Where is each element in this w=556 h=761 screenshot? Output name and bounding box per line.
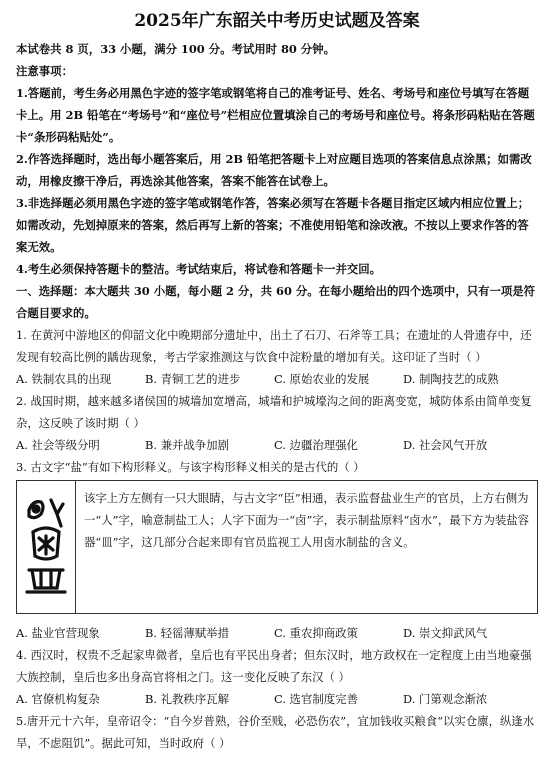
option-c: C. 重农抑商政策 [274, 626, 358, 640]
option-c: C. 选官制度完善 [274, 692, 358, 706]
option-d: D. 制陶技艺的成熟 [403, 372, 499, 386]
ancient-glyph-image [17, 481, 76, 613]
option-c: C. 原始农业的发展 [274, 372, 370, 386]
ancient-salt-glyph-icon [23, 492, 69, 602]
option-d: D. 崇文抑武风气 [403, 626, 488, 640]
option-b: B. 礼教秩序瓦解 [145, 692, 229, 706]
option-a: A. 社会等级分明 [16, 438, 100, 452]
option-a: A. 官僚机构复杂 [16, 692, 100, 706]
notice-item: 2.作答选择题时，选出每小题答案后，用 2B 铅笔把答题卡上对应题目选项的答案信息点涂黑；如需改动，用橡皮擦干净后，再选涂其他答案，答案不能答在试卷上。 [16, 152, 532, 188]
question-stem: 2. 战国时期，越来越多诸侯国的城墙加宽增高，城墙和护城壕沟之间的距离变宽，城防体系由简单变复杂，这反映了该时期（ ） [16, 394, 532, 430]
question-stem: 5.唐开元十六年，皇帝诏令：“自今岁普熟，谷价至贱，必恐伤农”，宜加钱收买粮食“以实仓廪，纵逢水旱，不虑阻饥”。据此可知，当时政府（ ） [16, 714, 535, 750]
question-stem: 4. 西汉时，权贵不乏起家卑微者，皇后也有平民出身者；但东汉时，地方政权在一定程度上由当地豪强大族控制，皇后也多出身高官将相之门。这一变化反映了东汉（ ） [16, 648, 532, 684]
question-options [16, 434, 538, 456]
question-stem: 3. 古文字“盐”有如下构形释义。与该字构形释义相关的是古代的（ ） [16, 460, 365, 474]
page-title: 2025年广东韶关中考历史试题及答案 [134, 11, 420, 31]
notice-heading: 注意事项： [16, 64, 73, 78]
question-options [16, 688, 538, 710]
question-stem: 1. 在黄河中游地区的仰韶文化中晚期部分遗址中，出土了石刀、石斧等工具；在遗址的人骨遗存中，还发现有较高比例的龋齿现象，考古学家推测这与饮食中淀粉量的增加有关。这印证了当时（ ） [16, 328, 532, 364]
option-b: B. 青铜工艺的进步 [145, 372, 241, 386]
option-d: D. 社会风气开放 [403, 438, 488, 452]
option-c: C. 边疆治理强化 [274, 438, 358, 452]
option-b: B. 轻徭薄赋举措 [145, 626, 229, 640]
option-d: D. 门第观念渐浓 [403, 692, 488, 706]
glyph-explanation-box [16, 480, 538, 614]
option-a: A. 盐业官营现象 [16, 626, 100, 640]
exam-intro: 本试卷共 8 页，33 小题，满分 100 分。考试用时 80 分钟。 [16, 42, 335, 56]
notice-item: 1.答题前，考生务必用黑色字迹的签字笔或钢笔将自己的准考证号、姓名、考场号和座位号填写在答题卡上。用 2B 铅笔在“考场号”和“座位号”栏相应位置填涂自己的考场号和座位号。将条形码粘贴在答题卡“条形码粘贴处”。 [16, 86, 535, 144]
notice-item: 3.非选择题必须用黑色字迹的签字笔或钢笔作答，答案必须写在答题卡各题目指定区域内相应位置上；如需改动，先划掉原来的答案，然后再写上新的答案；不准使用铅笔和涂改液。不按以上要求作答的答案无效。 [16, 196, 530, 254]
question-options [16, 622, 538, 644]
glyph-explanation-text: 该字上方左侧有一只大眼睛，与古文字“臣”相通，表示监督盐业生产的官员，上方右侧为一“人”字，喻意制盐工人；人字下面为一“卤”字，表示制盐原料“卤水”，最下方为装盐容器“皿”字，这几部分合起来即有官员监视工人用卤水制盐的含义。 [84, 491, 530, 549]
option-a: A. 铁制农具的出现 [16, 372, 112, 386]
notice-item: 4.考生必须保持答题卡的整洁。考试结束后，将试卷和答题卡一并交回。 [16, 262, 382, 276]
question-options [16, 368, 538, 390]
option-b: B. 兼并战争加剧 [145, 438, 229, 452]
section-heading: 一、选择题：本大题共 30 小题，每小题 2 分，共 60 分。在每小题给出的四个选项中，只有一项是符合题目要求的。 [16, 284, 536, 320]
